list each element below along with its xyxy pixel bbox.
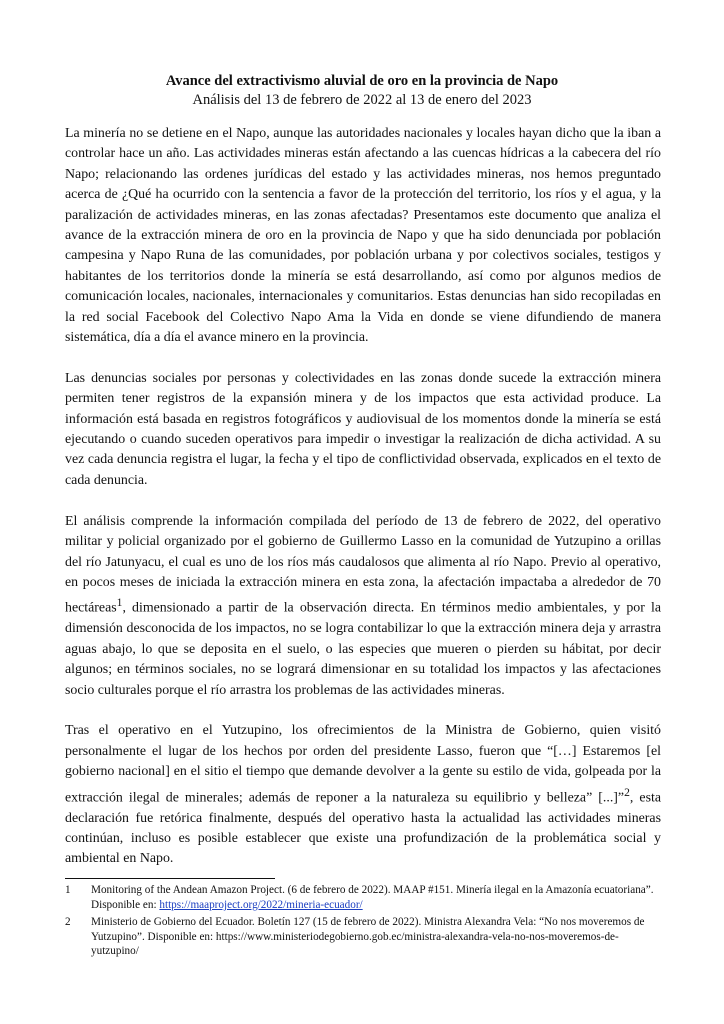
paragraph-3 xyxy=(65,512,661,701)
footnote-2 xyxy=(65,915,661,959)
footnote-ref-1[interactable]: 1 xyxy=(116,596,123,610)
paragraph-2 xyxy=(65,369,661,491)
document-title: Avance del extractivismo aluvial de oro en la provincia de Napo xyxy=(165,73,559,89)
footnote-divider xyxy=(65,878,275,879)
paragraph-4-text-a: Tras el operativo en el Yutzupino, los ofrecimientos de la Ministra de Gobierno, quien visitó personalmente el lugar de los hechos por orden del presidente Lasso, fueron que “[…] Estaremos [el gobierno nacional] en el sitio el tiempo que demande devolver a la gente su estilo de vida, golpeada por la extracción ilegal de minerales; además de reponer a la naturaleza su equilibrio y belleza” [...]” xyxy=(65,723,661,806)
paragraph-1 xyxy=(65,124,661,348)
paragraph-4 xyxy=(65,721,661,869)
document-header xyxy=(0,72,724,110)
footnote-2-number: 2 xyxy=(65,916,71,929)
footnote-1-text-wrap xyxy=(91,883,661,912)
footnote-1 xyxy=(65,883,661,912)
footnote-2-text: Ministerio de Gobierno del Ecuador. Boletín 127 (15 de febrero de 2022). Ministra Alexandra Vela: “No nos moveremos de Yutzupino”. Disponible en: https://www.ministeriodegobierno.gob.ec/ministra-alexandra-vela-no-nos-moveremos-de-yutzupino/ xyxy=(91,916,645,958)
document-subtitle: Análisis del 13 de febrero de 2022 al 13 de enero del 2023 xyxy=(192,92,532,108)
footnote-1-text: Monitoring of the Andean Amazon Project. (6 de febrero de 2022). MAAP #151. Minería ilegal en la Amazonía ecuatoriana”. Disponible en: xyxy=(91,884,654,911)
footnote-1-link[interactable]: https://maaproject.org/2022/mineria-ecuador/ xyxy=(159,898,363,911)
footnotes xyxy=(65,878,661,962)
footnote-1-number: 1 xyxy=(65,884,71,896)
paragraph-2-text: Las denuncias sociales por personas y colectividades en las zonas donde sucede la extracción minera permiten tener registros de la expansión minera y de los impactos que esta actividad produce. La información está basada en registros fotográficos y audiovisual de los momentos donde la minería se está ejecutando o cuando suceden operativos para impedir o investigar la realización de dicha actividad. A su vez cada denuncia registra el lugar, la fecha y el tipo de conflictividad observada, explicados en el texto de cada denuncia. xyxy=(65,370,661,488)
footnote-ref-2[interactable]: 2 xyxy=(624,785,630,799)
paragraph-3-text-b: , dimensionado a partir de la observación directa. En términos medio ambientales, y por la dimensión desconocida de los impactos, no se logra contabilizar lo que la extracción minera deja y arrastra aguas abajo, lo que se deposita en el suelo, o las especies que mueren o pierden su hábitat, por decir algunos; en términos sociales, no se logrará dimensionar en su totalidad los impactos y las afectaciones socio culturales porque el río arrastra los problemas de las actividades mineras. xyxy=(65,600,661,698)
paragraph-4-text-b: , esta declaración fue retórica finalmente, después del operativo hasta la actualidad las actividades mineras continúan, incluso es posible establecer que existe una profundización de la problemática social y ambiental en Napo. xyxy=(65,790,662,867)
document-body xyxy=(65,124,661,870)
paragraph-3-text-a: El análisis comprende la información compilada del período de 13 de febrero de 2022, del operativo militar y policial organizado por el gobierno de Guillermo Lasso en la comunidad de Yutzupino a orillas del río Jatunyacu, el cual es uno de los ríos más caudalosos que alimenta al río Napo. Previo al operativo, en pocos meses de iniciada la extracción minera en esta zona, la afectación impactaba a alrededor de 70 hectáreas xyxy=(65,513,661,616)
paragraph-1-text: La minería no se detiene en el Napo, aunque las autoridades nacionales y locales hayan dicho que la iban a controlar hace un año. Las actividades mineras están afectando a las cuencas hídricas a la cabecera del río Napo; relacionando las ordenes jurídicas del estado y las actividades mineras, nos hemos preguntado acerca de ¿Qué ha ocurrido con la sentencia a favor de la protección del territorio, los ríos y el agua, y la paralización de actividades mineras, en las zonas afectadas? Presentamos este documento que analiza el avance de la extracción minera de oro en la provincia de Napo y que ha sido denunciada por población campesina y Napo Runa de las comunidades, por población urbana y por colectivos sociales, testigos y habitantes de los territorios donde la minería se está desarrollando, así como por algunos medios de comunicación locales, nacionales, internacionales y comunitarios. Estas denuncias han sido recopiladas en la red social Facebook del Colectivo Napo Ama la Vida en donde se viene difundiendo de manera sistemática, día a día el avance minero en la provincia. xyxy=(65,126,661,346)
